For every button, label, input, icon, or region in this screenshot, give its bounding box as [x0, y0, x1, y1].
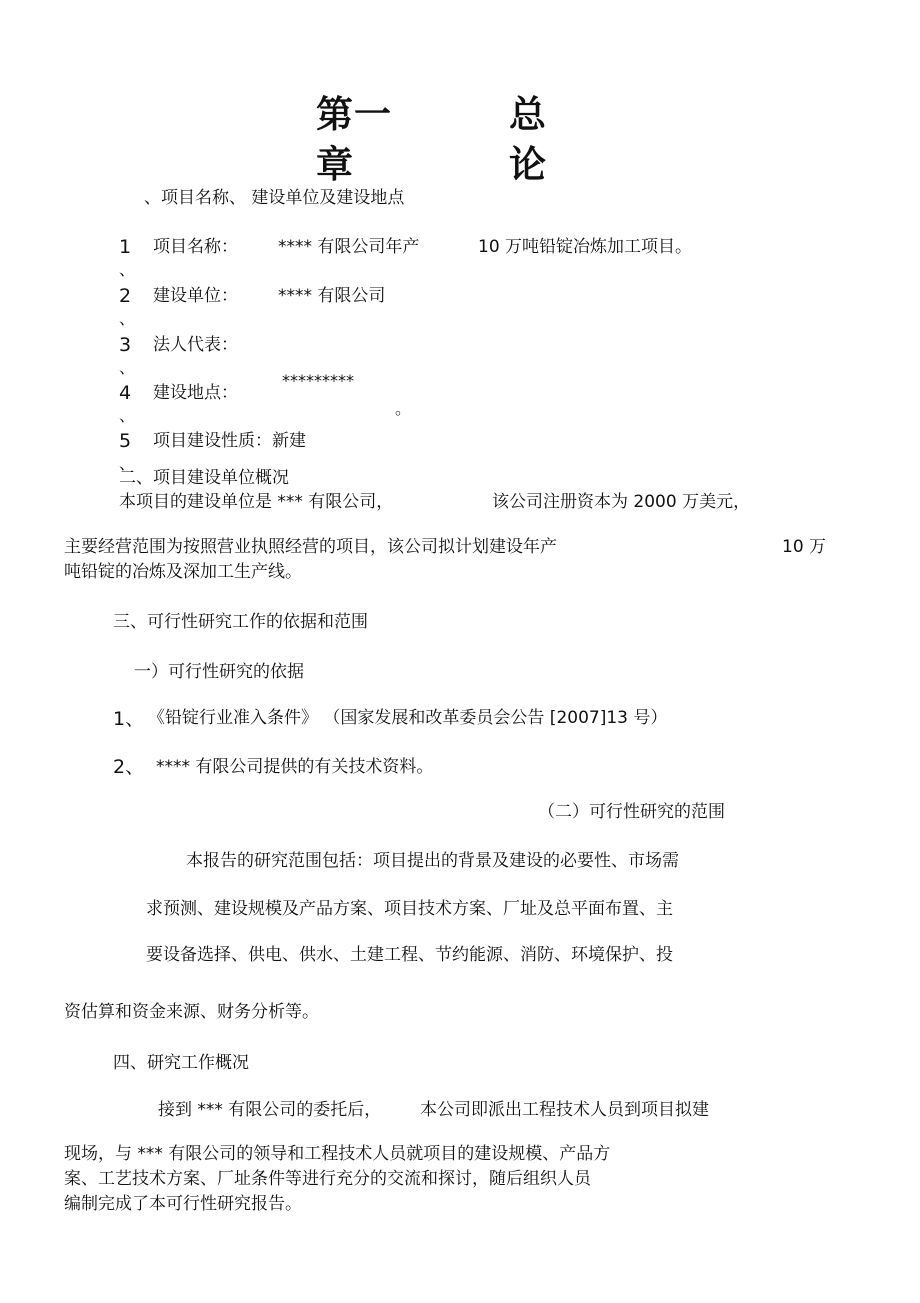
item4-number: 4	[119, 382, 132, 404]
section4-line4: 编制完成了本可行性研究报告。	[64, 1194, 302, 1214]
basis1-number: 1、	[113, 708, 145, 730]
section4-heading: 四、研究工作概况	[113, 1053, 249, 1073]
section4-line1-b: 本公司即派出工程技术人员到项目拟建	[420, 1100, 709, 1120]
item1-label: 项目名称：	[153, 237, 238, 257]
item3-label: 法人代表：	[153, 335, 238, 355]
basis2-text: **** 有限公司提供的有关技术资料。	[156, 757, 434, 777]
section2-line1-a: 本项目的建设单位是 *** 有限公司，	[119, 492, 394, 512]
item4-value: *********	[282, 371, 354, 390]
section1-heading: 、项目名称、 建设单位及建设地点	[144, 188, 405, 208]
chapter-title-part2-line1: 总	[509, 93, 547, 136]
section2-heading: 二、项目建设单位概况	[119, 468, 289, 488]
item2-number: 2	[119, 285, 132, 307]
item1-value2: 10 万吨铅锭冶炼加工项目。	[478, 237, 693, 257]
item4-mark: 、	[119, 406, 136, 425]
item2-value: **** 有限公司	[278, 286, 386, 306]
scope-line-4: 资估算和资金来源、财务分析等。	[64, 1002, 319, 1022]
item2-mark: 、	[119, 309, 136, 328]
chapter-title-part1-line2: 章	[316, 143, 354, 186]
chapter-title-part2-line2: 论	[509, 143, 547, 186]
basis2-number: 2、	[113, 756, 145, 778]
chapter-title-part1-line1: 第一	[316, 93, 392, 136]
scope-line-1: 本报告的研究范围包括：项目提出的背景及建设的必要性、市场需	[186, 851, 679, 871]
item5-mark: 、	[119, 454, 136, 473]
section2-line3: 吨铅锭的冶炼及深加工生产线。	[64, 562, 302, 582]
section2-line2-b: 10 万	[782, 537, 827, 557]
scope-line-2: 求预测、建设规模及产品方案、项目技术方案、厂址及总平面布置、主	[146, 899, 673, 919]
item4-value2: 。	[395, 399, 412, 418]
section3-heading: 三、可行性研究工作的依据和范围	[113, 612, 368, 632]
item3-mark: 、	[119, 358, 136, 377]
item4-label: 建设地点：	[153, 383, 238, 403]
section3-subheading-basis: 一）可行性研究的依据	[134, 662, 304, 682]
section2-line1-b: 该公司注册资本为 2000 万美元，	[492, 492, 751, 512]
section4-line3: 案、工艺技术方案、厂址条件等进行充分的交流和探讨，随后组织人员	[64, 1169, 591, 1189]
scope-line-3: 要设备选择、供电、供水、土建工程、节约能源、消防、环境保护、投	[146, 945, 673, 965]
basis1-text: 《铅锭行业准入条件》 （国家发展和改革委员会公告 [2007]13 号）	[148, 708, 668, 728]
section2-line2-a: 主要经营范围为按照营业执照经营的项目，该公司拟计划建设年产	[64, 537, 557, 557]
item1-mark: 、	[119, 260, 136, 279]
item2-label: 建设单位：	[153, 286, 238, 306]
item3-number: 3	[119, 334, 132, 356]
item1-number: 1	[119, 236, 132, 258]
item5-number: 5	[119, 430, 132, 452]
section4-line2: 现场，与 *** 有限公司的领导和工程技术人员就项目的建设规模、产品方	[64, 1144, 611, 1164]
item5-label: 项目建设性质：新建	[153, 431, 306, 451]
item1-value: **** 有限公司年产	[278, 237, 420, 257]
section3-subheading-scope: （二）可行性研究的范围	[538, 802, 725, 822]
section4-line1-a: 接到 *** 有限公司的委托后，	[158, 1100, 382, 1120]
